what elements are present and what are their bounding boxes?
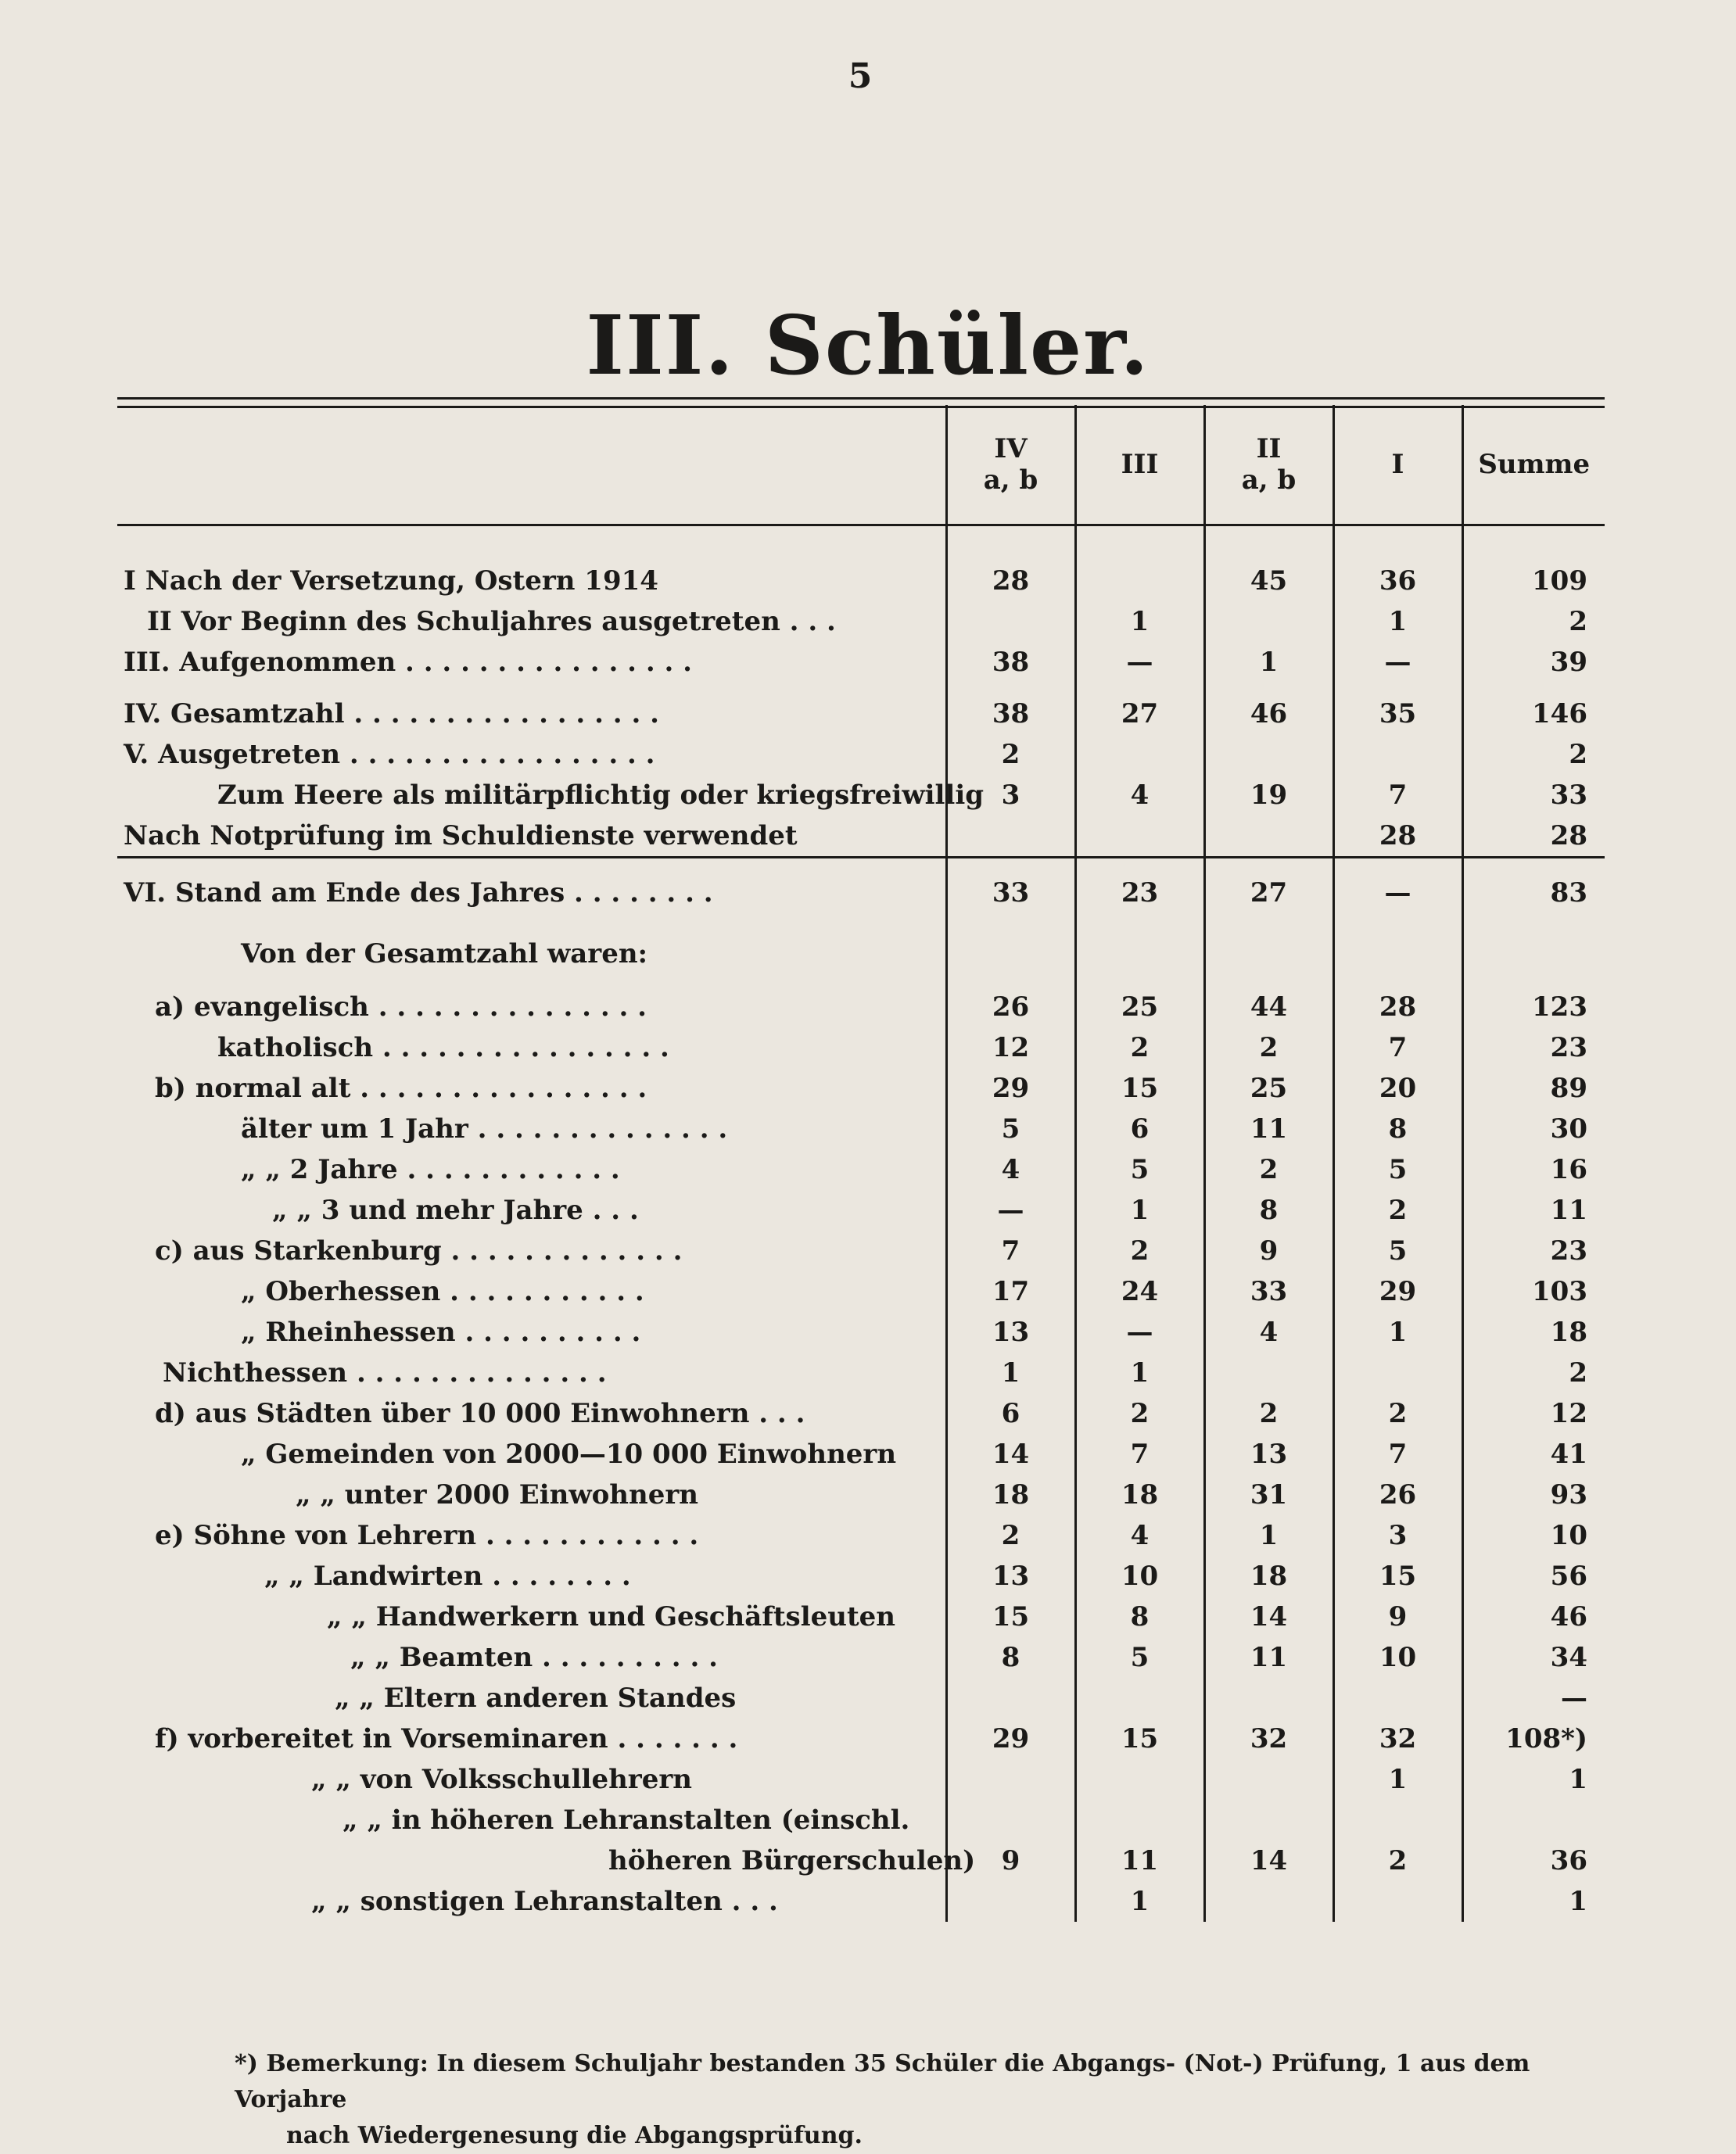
cell-sum: 34 xyxy=(1462,1637,1605,1678)
row-label xyxy=(117,1271,946,1312)
cell-value xyxy=(1204,1881,1333,1922)
cell-value: 5 xyxy=(1075,1637,1204,1678)
row-label-text: katholisch . . . . . . . . . . . . . . . . xyxy=(217,1032,669,1063)
cell-value: 18 xyxy=(1204,1556,1333,1597)
cell-value: 7 xyxy=(1333,775,1462,815)
table-row xyxy=(117,858,1605,914)
cell-value: 32 xyxy=(1204,1719,1333,1759)
cell-value: 10 xyxy=(1333,1637,1462,1678)
cell-value: 15 xyxy=(1075,1068,1204,1109)
cell-value: 2 xyxy=(1075,1393,1204,1434)
cell-sum: 109 xyxy=(1462,525,1605,602)
cell-value: 4 xyxy=(1075,775,1204,815)
cell-value: 28 xyxy=(946,525,1075,602)
footnote-line-2: nach Wiedergenesung die Abgangsprüfung. xyxy=(286,2122,863,2149)
cell-sum: 123 xyxy=(1462,987,1605,1027)
row-label-text: II Vor Beginn des Schuljahres ausgetreten . . . xyxy=(147,606,836,637)
row-label-text: „ „ 3 und mehr Jahre . . . xyxy=(272,1195,639,1226)
cell-value: 4 xyxy=(1075,1515,1204,1556)
cell-value xyxy=(1204,601,1333,642)
row-label-text: e) Söhne von Lehrern . . . . . . . . . . . . xyxy=(155,1520,699,1551)
cell-value: — xyxy=(1075,1312,1204,1353)
cell-value: 14 xyxy=(1204,1597,1333,1637)
cell-value xyxy=(1204,1800,1333,1840)
row-label-text: f) vorbereitet in Vorseminaren . . . . . . . xyxy=(155,1723,738,1754)
cell-sum: 2 xyxy=(1462,601,1605,642)
table-row xyxy=(117,987,1605,1027)
header-class-i: I xyxy=(1333,405,1462,525)
cell-value: 19 xyxy=(1204,775,1333,815)
cell-value: 25 xyxy=(1075,987,1204,1027)
row-label-text: I Nach der Versetzung, Ostern 1914 xyxy=(124,565,658,597)
cell-value: 9 xyxy=(1333,1597,1462,1637)
row-label xyxy=(117,1475,946,1515)
row-label xyxy=(117,1353,946,1393)
table-row xyxy=(117,1678,1605,1719)
cell-sum: 36 xyxy=(1462,1840,1605,1881)
student-statistics-table xyxy=(117,405,1605,1922)
cell-value: 12 xyxy=(946,1027,1075,1068)
row-label xyxy=(117,1027,946,1068)
section-title: III. Schüler. xyxy=(586,297,1150,393)
cell-value: 2 xyxy=(1333,1393,1462,1434)
row-label xyxy=(117,601,946,642)
cell-value: 20 xyxy=(1333,1068,1462,1109)
cell-value: 35 xyxy=(1333,683,1462,734)
cell-value: 8 xyxy=(946,1637,1075,1678)
row-label-text: „ „ Landwirten . . . . . . . . xyxy=(264,1561,631,1592)
cell-value: — xyxy=(946,1190,1075,1231)
page-number: 5 xyxy=(848,56,873,96)
cell-value: 8 xyxy=(1075,1597,1204,1637)
cell-value xyxy=(1075,1800,1204,1840)
cell-value xyxy=(1204,1678,1333,1719)
cell-value: 1 xyxy=(1333,1759,1462,1800)
cell-sum xyxy=(1462,913,1605,987)
cell-value: 25 xyxy=(1204,1068,1333,1109)
cell-value xyxy=(946,1800,1075,1840)
cell-sum: 56 xyxy=(1462,1556,1605,1597)
table-row xyxy=(117,601,1605,642)
row-label xyxy=(117,525,946,602)
cell-value: 8 xyxy=(1204,1190,1333,1231)
cell-value: 13 xyxy=(946,1312,1075,1353)
cell-value xyxy=(1333,1678,1462,1719)
cell-value xyxy=(1075,1678,1204,1719)
cell-sum: 2 xyxy=(1462,734,1605,775)
table-row xyxy=(117,683,1605,734)
cell-sum: 89 xyxy=(1462,1068,1605,1109)
cell-value: 2 xyxy=(946,1515,1075,1556)
cell-value: — xyxy=(1333,642,1462,683)
cell-value: 9 xyxy=(1204,1231,1333,1271)
row-label-text: „ Rheinhessen . . . . . . . . . . xyxy=(241,1317,641,1348)
cell-sum: 10 xyxy=(1462,1515,1605,1556)
cell-value: 11 xyxy=(1075,1840,1204,1881)
cell-value xyxy=(1075,525,1204,602)
cell-value: 31 xyxy=(1204,1475,1333,1515)
cell-value xyxy=(1333,1800,1462,1840)
row-label-text: VI. Stand am Ende des Jahres . . . . . . . . xyxy=(124,877,713,909)
cell-value xyxy=(1333,1881,1462,1922)
cell-value: 13 xyxy=(1204,1434,1333,1475)
table-row xyxy=(117,1881,1605,1922)
cell-value: 2 xyxy=(1075,1027,1204,1068)
cell-value: 1 xyxy=(1204,1515,1333,1556)
cell-value: 2 xyxy=(1333,1840,1462,1881)
cell-sum xyxy=(1462,1800,1605,1840)
row-label xyxy=(117,1190,946,1231)
cell-sum: 41 xyxy=(1462,1434,1605,1475)
cell-value: 5 xyxy=(946,1109,1075,1149)
table-row xyxy=(117,734,1605,775)
row-label-text: älter um 1 Jahr . . . . . . . . . . . . . . xyxy=(241,1113,728,1145)
row-label xyxy=(117,1312,946,1353)
cell-sum: 93 xyxy=(1462,1475,1605,1515)
cell-value xyxy=(946,1881,1075,1922)
cell-value: 26 xyxy=(1333,1475,1462,1515)
cell-value: 2 xyxy=(1333,1190,1462,1231)
table-row xyxy=(117,775,1605,815)
row-label xyxy=(117,1840,976,1881)
row-label xyxy=(117,1759,946,1800)
row-label-text: höheren Bürgerschulen) xyxy=(608,1845,976,1876)
table-row xyxy=(117,1515,1605,1556)
cell-value xyxy=(1333,734,1462,775)
row-label-text: „ „ von Volksschullehrern xyxy=(311,1764,692,1795)
cell-value: 3 xyxy=(1333,1515,1462,1556)
cell-sum: 16 xyxy=(1462,1149,1605,1190)
row-label-text: „ Oberhessen . . . . . . . . . . . xyxy=(241,1276,644,1307)
cell-value: 46 xyxy=(1204,683,1333,734)
cell-sum: 108*) xyxy=(1462,1719,1605,1759)
footnote xyxy=(235,2046,1611,2154)
cell-value: 15 xyxy=(1333,1556,1462,1597)
row-label xyxy=(117,815,946,858)
cell-value: 1 xyxy=(1333,601,1462,642)
row-label-text: c) aus Starkenburg . . . . . . . . . . . . . xyxy=(155,1235,683,1267)
cell-sum: 2 xyxy=(1462,1353,1605,1393)
cell-value: 26 xyxy=(946,987,1075,1027)
cell-value: 45 xyxy=(1204,525,1333,602)
row-label xyxy=(117,734,946,775)
cell-value xyxy=(946,1759,1075,1800)
cell-value: 5 xyxy=(1075,1149,1204,1190)
cell-value xyxy=(1075,913,1204,987)
cell-value: — xyxy=(1333,858,1462,914)
row-label-text: „ „ unter 2000 Einwohnern xyxy=(296,1479,698,1511)
cell-sum: 18 xyxy=(1462,1312,1605,1353)
row-label-text: III. Aufgenommen . . . . . . . . . . . . . . . . xyxy=(124,647,692,678)
cell-value: 2 xyxy=(1075,1231,1204,1271)
cell-value: 6 xyxy=(946,1393,1075,1434)
row-label-text: b) normal alt . . . . . . . . . . . . . . . . xyxy=(155,1073,647,1104)
table-row xyxy=(117,1027,1605,1068)
cell-sum: 146 xyxy=(1462,683,1605,734)
cell-value: 18 xyxy=(1075,1475,1204,1515)
cell-value: 36 xyxy=(1333,525,1462,602)
table-row xyxy=(117,1556,1605,1597)
cell-value: 28 xyxy=(1333,987,1462,1027)
cell-value: 17 xyxy=(946,1271,1075,1312)
table-row xyxy=(117,1068,1605,1109)
row-label xyxy=(117,1719,946,1759)
cell-value xyxy=(1333,913,1462,987)
cell-value: 1 xyxy=(1075,1353,1204,1393)
table-row xyxy=(117,815,1605,858)
row-label xyxy=(117,1515,946,1556)
row-label xyxy=(117,1434,946,1475)
header-class-ii: II a, b xyxy=(1204,405,1333,525)
header-class-iii: III xyxy=(1075,405,1204,525)
cell-value: 1 xyxy=(1075,1190,1204,1231)
cell-sum: 11 xyxy=(1462,1190,1605,1231)
table-row xyxy=(117,1393,1605,1434)
cell-sum: 1 xyxy=(1462,1881,1605,1922)
row-label-text: „ „ 2 Jahre . . . . . . . . . . . . xyxy=(241,1154,620,1185)
cell-sum: 46 xyxy=(1462,1597,1605,1637)
cell-value: 29 xyxy=(946,1068,1075,1109)
table-header-row xyxy=(117,405,1605,525)
cell-value xyxy=(1075,815,1204,858)
cell-value: 18 xyxy=(946,1475,1075,1515)
cell-value: 29 xyxy=(1333,1271,1462,1312)
cell-sum: 33 xyxy=(1462,775,1605,815)
footnote-line-1: *) Bemerkung: In diesem Schuljahr bestanden 35 Schüler die Abgangs- (Not-) Prüfung, 1 aus dem Vorjahre xyxy=(235,2050,1530,2113)
cell-value: 5 xyxy=(1333,1231,1462,1271)
cell-value: 13 xyxy=(946,1556,1075,1597)
table-row xyxy=(117,1149,1605,1190)
row-label-text: „ „ sonstigen Lehranstalten . . . xyxy=(311,1886,778,1917)
table-row xyxy=(117,1475,1605,1515)
row-label xyxy=(117,1597,946,1637)
cell-value: 7 xyxy=(1075,1434,1204,1475)
cell-sum: 12 xyxy=(1462,1393,1605,1434)
cell-value xyxy=(946,1678,1075,1719)
row-label xyxy=(117,1393,946,1434)
cell-value xyxy=(1204,1353,1333,1393)
cell-value: 23 xyxy=(1075,858,1204,914)
cell-value: 11 xyxy=(1204,1637,1333,1678)
row-label-text: IV. Gesamtzahl . . . . . . . . . . . . . . . . . xyxy=(124,698,659,729)
cell-value: 32 xyxy=(1333,1719,1462,1759)
row-label xyxy=(117,858,946,914)
table-row xyxy=(117,1353,1605,1393)
row-label xyxy=(117,1068,946,1109)
table-row xyxy=(117,1109,1605,1149)
cell-value: 4 xyxy=(946,1149,1075,1190)
cell-value xyxy=(946,815,1075,858)
cell-value: — xyxy=(1075,642,1204,683)
cell-value xyxy=(946,913,1075,987)
row-label-text: „ Gemeinden von 2000—10 000 Einwohnern xyxy=(241,1439,897,1470)
header-summe: Summe xyxy=(1462,405,1605,525)
cell-value xyxy=(1204,734,1333,775)
row-label xyxy=(117,913,946,987)
row-label xyxy=(117,1556,946,1597)
cell-value: 3 xyxy=(946,775,1075,815)
cell-value: 8 xyxy=(1333,1109,1462,1149)
row-label-text: „ „ Handwerkern und Geschäftsleuten xyxy=(327,1601,896,1633)
cell-sum: 1 xyxy=(1462,1759,1605,1800)
header-label-column xyxy=(117,405,946,525)
cell-value: 1 xyxy=(1204,642,1333,683)
cell-value: 5 xyxy=(1333,1149,1462,1190)
cell-value: 14 xyxy=(946,1434,1075,1475)
cell-value: 1 xyxy=(946,1353,1075,1393)
cell-value xyxy=(1204,913,1333,987)
row-label xyxy=(117,1149,946,1190)
cell-sum: 30 xyxy=(1462,1109,1605,1149)
row-label xyxy=(117,1881,946,1922)
table-row xyxy=(117,1759,1605,1800)
cell-value xyxy=(946,601,1075,642)
row-label xyxy=(117,987,946,1027)
cell-value: 7 xyxy=(1333,1434,1462,1475)
cell-sum: — xyxy=(1462,1678,1605,1719)
row-label-text: „ „ Beamten . . . . . . . . . . xyxy=(350,1642,718,1673)
cell-value: 2 xyxy=(1204,1149,1333,1190)
cell-value: 15 xyxy=(1075,1719,1204,1759)
row-label-text: Zum Heere als militärpflichtig oder kriegsfreiwillig xyxy=(217,780,985,811)
cell-value: 1 xyxy=(1075,1881,1204,1922)
cell-value: 24 xyxy=(1075,1271,1204,1312)
row-label-text: „ „ in höheren Lehranstalten (einschl. xyxy=(343,1805,910,1836)
row-label xyxy=(117,1109,946,1149)
table-row xyxy=(117,1840,1605,1881)
row-label xyxy=(117,1678,946,1719)
cell-sum: 103 xyxy=(1462,1271,1605,1312)
cell-value: 44 xyxy=(1204,987,1333,1027)
cell-value: 29 xyxy=(946,1719,1075,1759)
cell-value: 10 xyxy=(1075,1556,1204,1597)
cell-value: 14 xyxy=(1204,1840,1333,1881)
cell-value: 27 xyxy=(1075,683,1204,734)
cell-sum: 23 xyxy=(1462,1027,1605,1068)
header-class-iv: IV a, b xyxy=(946,405,1075,525)
table-row xyxy=(117,1597,1605,1637)
cell-value: 27 xyxy=(1204,858,1333,914)
cell-value: 9 xyxy=(946,1840,1075,1881)
cell-value: 33 xyxy=(946,858,1075,914)
cell-value xyxy=(1075,734,1204,775)
cell-value: 38 xyxy=(946,642,1075,683)
cell-value: 7 xyxy=(946,1231,1075,1271)
row-label xyxy=(117,1800,946,1840)
table-row xyxy=(117,1312,1605,1353)
cell-value xyxy=(1204,1759,1333,1800)
row-label-text: Von der Gesamtzahl waren: xyxy=(241,938,648,969)
table-row xyxy=(117,1434,1605,1475)
row-label xyxy=(117,642,946,683)
cell-sum: 83 xyxy=(1462,858,1605,914)
cell-value: 1 xyxy=(1333,1312,1462,1353)
cell-value: 4 xyxy=(1204,1312,1333,1353)
cell-value: 2 xyxy=(1204,1027,1333,1068)
table-row xyxy=(117,913,1605,987)
table-row xyxy=(117,1271,1605,1312)
row-label xyxy=(117,1637,946,1678)
cell-value: 38 xyxy=(946,683,1075,734)
cell-value: 11 xyxy=(1204,1109,1333,1149)
row-label-text: „ „ Eltern anderen Standes xyxy=(335,1683,737,1714)
table-row xyxy=(117,1190,1605,1231)
table-row xyxy=(117,642,1605,683)
cell-value: 33 xyxy=(1204,1271,1333,1312)
cell-value: 15 xyxy=(946,1597,1075,1637)
cell-value xyxy=(1333,1353,1462,1393)
table-row xyxy=(117,1719,1605,1759)
row-label xyxy=(117,1231,946,1271)
cell-sum: 39 xyxy=(1462,642,1605,683)
cell-value xyxy=(1204,815,1333,858)
row-label-text: d) aus Städten über 10 000 Einwohnern . . . xyxy=(155,1398,805,1429)
table-row xyxy=(117,1800,1605,1840)
table-row xyxy=(117,525,1605,602)
cell-value xyxy=(1075,1759,1204,1800)
row-label-text: Nichthessen . . . . . . . . . . . . . . xyxy=(163,1357,607,1389)
row-label xyxy=(117,683,946,734)
row-label-text: Nach Notprüfung im Schuldienste verwendet xyxy=(124,820,798,851)
table-row xyxy=(117,1231,1605,1271)
row-label-text: a) evangelisch . . . . . . . . . . . . . . . xyxy=(155,991,647,1023)
row-label-text: V. Ausgetreten . . . . . . . . . . . . . . . . . xyxy=(124,739,655,770)
cell-value: 2 xyxy=(946,734,1075,775)
cell-sum: 28 xyxy=(1462,815,1605,858)
row-label xyxy=(117,775,985,815)
cell-value: 2 xyxy=(1204,1393,1333,1434)
cell-value: 6 xyxy=(1075,1109,1204,1149)
cell-value: 7 xyxy=(1333,1027,1462,1068)
cell-value: 28 xyxy=(1333,815,1462,858)
table-row xyxy=(117,1637,1605,1678)
cell-value: 1 xyxy=(1075,601,1204,642)
cell-sum: 23 xyxy=(1462,1231,1605,1271)
